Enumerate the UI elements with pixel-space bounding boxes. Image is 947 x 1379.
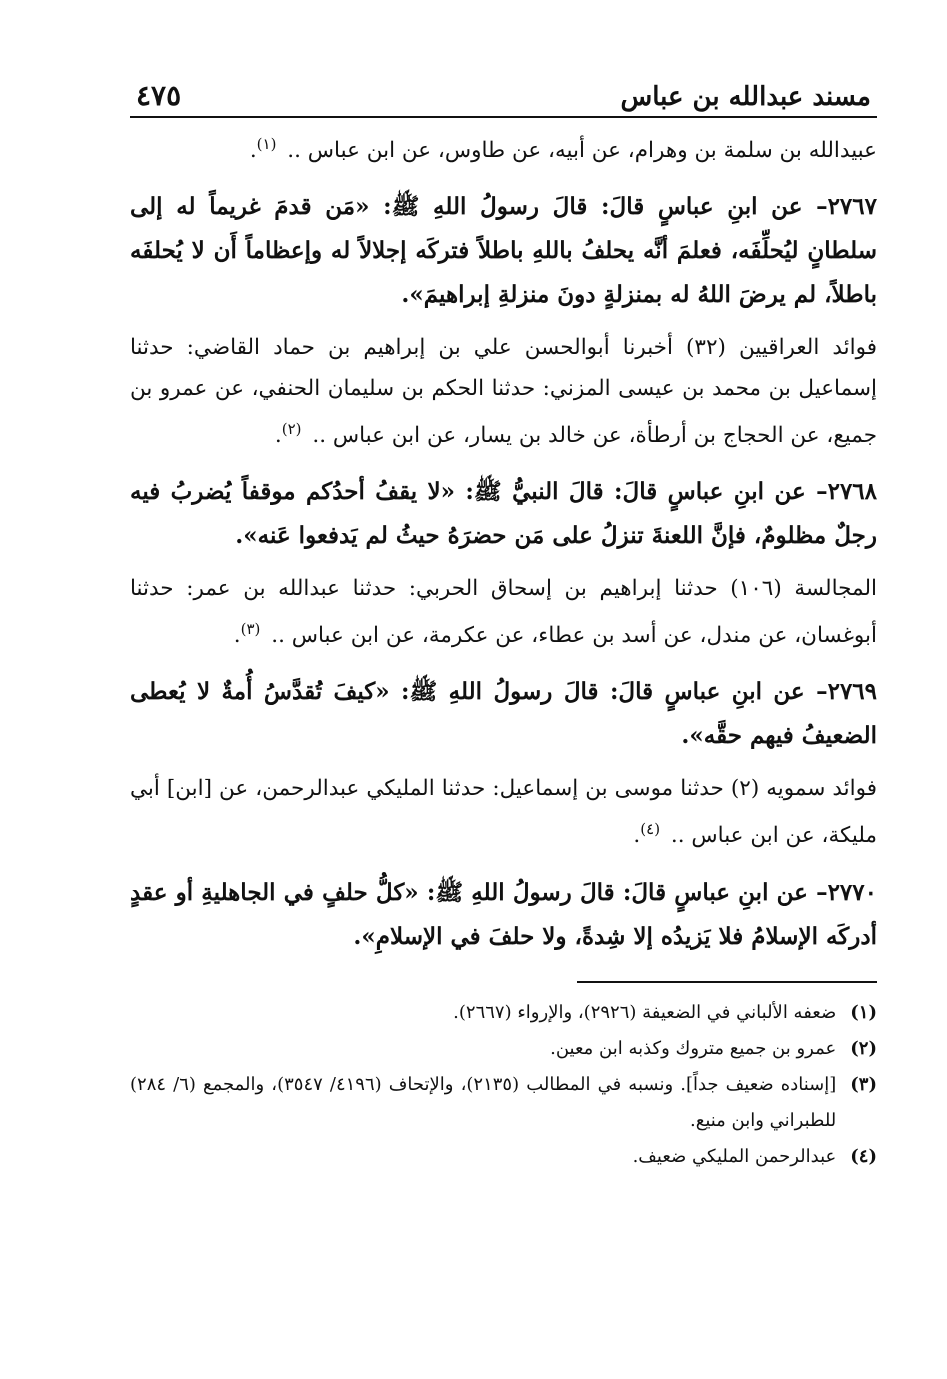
hadith-number: ٢٧٦٩– — [816, 678, 878, 706]
footnotes — [130, 995, 877, 1175]
footnote-text: عبدالرحمن المليكي ضعيف. — [632, 1145, 837, 1167]
hadith-number: ٢٧٦٨– — [816, 478, 878, 506]
source-chain-3: المجالسة (١٠٦) حدثنا إبراهيم بن إسحاق الحربي: حدثنا عبدالله بن عمر: حدثنا أبوغسان، عن مندل، عن أسد بن عطاء، عن عكرمة، عن ابن عباس .. $^{(٣)}$. — [130, 576, 877, 649]
source-text: فوائد العراقيين (٣٢) أخبرنا أبوالحسن علي بن إبراهيم بن حماد القاضي: حدثنا إسماعيل بن محمد بن عيسى المزني: حدثنا الحكم بن سليمان الحنفي، عن عمرو بن جميع، عن الحجاج بن أرطأة، عن خالد بن يسار، عن ابن عباس .. — [130, 335, 877, 449]
footnote-marker: (١) — [256, 135, 277, 153]
source-text: فوائد سمويه (٢) حدثنا موسى بن إسماعيل: حدثنا المليكي عبدالرحمن، عن [ابن] أبي مليكة، عن ابن عباس .. — [130, 776, 878, 849]
hadith-text: عن ابنِ عباسٍ قالَ: قالَ رسولُ اللهِ ﷺ: «مَن قدمَ غريماً له إلى سلطانٍ ليُحلِّفَه، فعلمَ أنَّه يحلفُ باللهِ باطلاً فتركَه إجلالاً له وإعظاماً أَن لا يُحلفَه باطلاً، لم يرضَ اللهُ له بمنزلةٍ دونَ منزلةِ إبراهيمَ». — [130, 193, 877, 309]
hadith-2769 — [130, 670, 877, 758]
source-chain-2: فوائد العراقيين (٣٢) أخبرنا أبوالحسن علي بن إبراهيم بن حماد القاضي: حدثنا إسماعيل بن محمد بن عيسى المزني: حدثنا الحكم بن سليمان الحنفي، عن عمرو بن جميع، عن الحجاج بن أرطأة، عن خالد بن يسار، عن ابن عباس .. $^{(٢)}$. — [130, 335, 877, 449]
source-text: عبيدالله بن سلمة بن وهرام، عن أبيه، عن طاوس، عن ابن عباس .. — [287, 138, 877, 164]
hadith-2767 — [130, 185, 877, 317]
hadith-text: عن ابنِ عباسٍ قالَ: قالَ رسولُ اللهِ ﷺ: «كيفَ تُقدَّسُ أُمةٌ لا يُعطى الضعيفُ فيهم حقَّه». — [130, 678, 877, 750]
footnote-label: (٤) — [850, 1145, 877, 1167]
hadith-2768 — [130, 470, 877, 558]
hadith-number: ٢٧٧٠– — [816, 878, 877, 906]
book-title: مسند عبدالله بن عباس — [620, 82, 871, 112]
footnote-marker: (٢) — [281, 420, 302, 439]
source-text: المجالسة (١٠٦) حدثنا إبراهيم بن إسحاق الحربي: حدثنا عبدالله بن عمر: حدثنا أبوغسان، عن مندل، عن أسد بن عطاء، عن عكرمة، عن ابن عباس .. — [130, 576, 877, 649]
footnote-2 — [130, 1031, 877, 1067]
source-chain-4: فوائد سمويه (٢) حدثنا موسى بن إسماعيل: حدثنا المليكي عبدالرحمن، عن [ابن] أبي مليكة، عن ابن عباس .. $^{(٤)}$. — [130, 776, 878, 849]
source-chain-1: عبيدالله بن سلمة بن وهرام، عن أبيه، عن طاوس، عن ابن عباس .. $^{(١)}$. — [249, 135, 877, 164]
hadith-text: عن ابنِ عباسٍ قالَ: قالَ النبيُّ ﷺ: «لا يقفُ أحدُكم موقفاً يُضربُ فيه رجلٌ مظلومٌ، فإنَّ اللعنةَ تنزلُ على مَن حضرَهُ حيثُ لم يَدفعوا عَنه». — [130, 478, 877, 550]
page-header — [130, 72, 877, 118]
footnote-3 — [130, 1067, 877, 1139]
footnote-1 — [130, 995, 877, 1031]
hadith-2770 — [130, 871, 877, 959]
footnote-label: (٢) — [850, 1037, 877, 1059]
hadith-text: عن ابنِ عباسٍ قالَ: قالَ رسولُ اللهِ ﷺ: «كلُّ حلفٍ في الجاهليةِ أو عقدٍ أدركَه الإسلامُ فلا يَزيدُه إلا شِدةً، ولا حلفَ في الإسلامِ». — [130, 878, 877, 950]
hadith-number: ٢٧٦٧– — [816, 193, 877, 221]
footnote-label: (١) — [850, 1001, 877, 1023]
footnote-text: عمرو بن جميع متروك وكذبه ابن معين. — [550, 1037, 837, 1059]
footnote-marker: (٣) — [240, 620, 261, 639]
footnote-divider — [577, 981, 877, 983]
footnote-4 — [130, 1139, 877, 1175]
footnote-text: ضعفه الألباني في الضعيفة (٢٩٢٦)، والإرواء (٢٦٦٧). — [453, 1001, 837, 1023]
footnote-label: (٣) — [850, 1073, 877, 1095]
footnote-text: [إسناده ضعيف جداً]. ونسبه في المطالب (٢١٣٥)، والإتحاف (٤١٩٦/ ٣٥٤٧)، والمجمع (٦/ ٢٨٤) للطبراني وابن منيع. — [130, 1073, 837, 1131]
book-page — [130, 72, 877, 1339]
page-number: ٤٧٥ — [136, 79, 182, 112]
footnote-marker: (٤) — [640, 820, 661, 839]
